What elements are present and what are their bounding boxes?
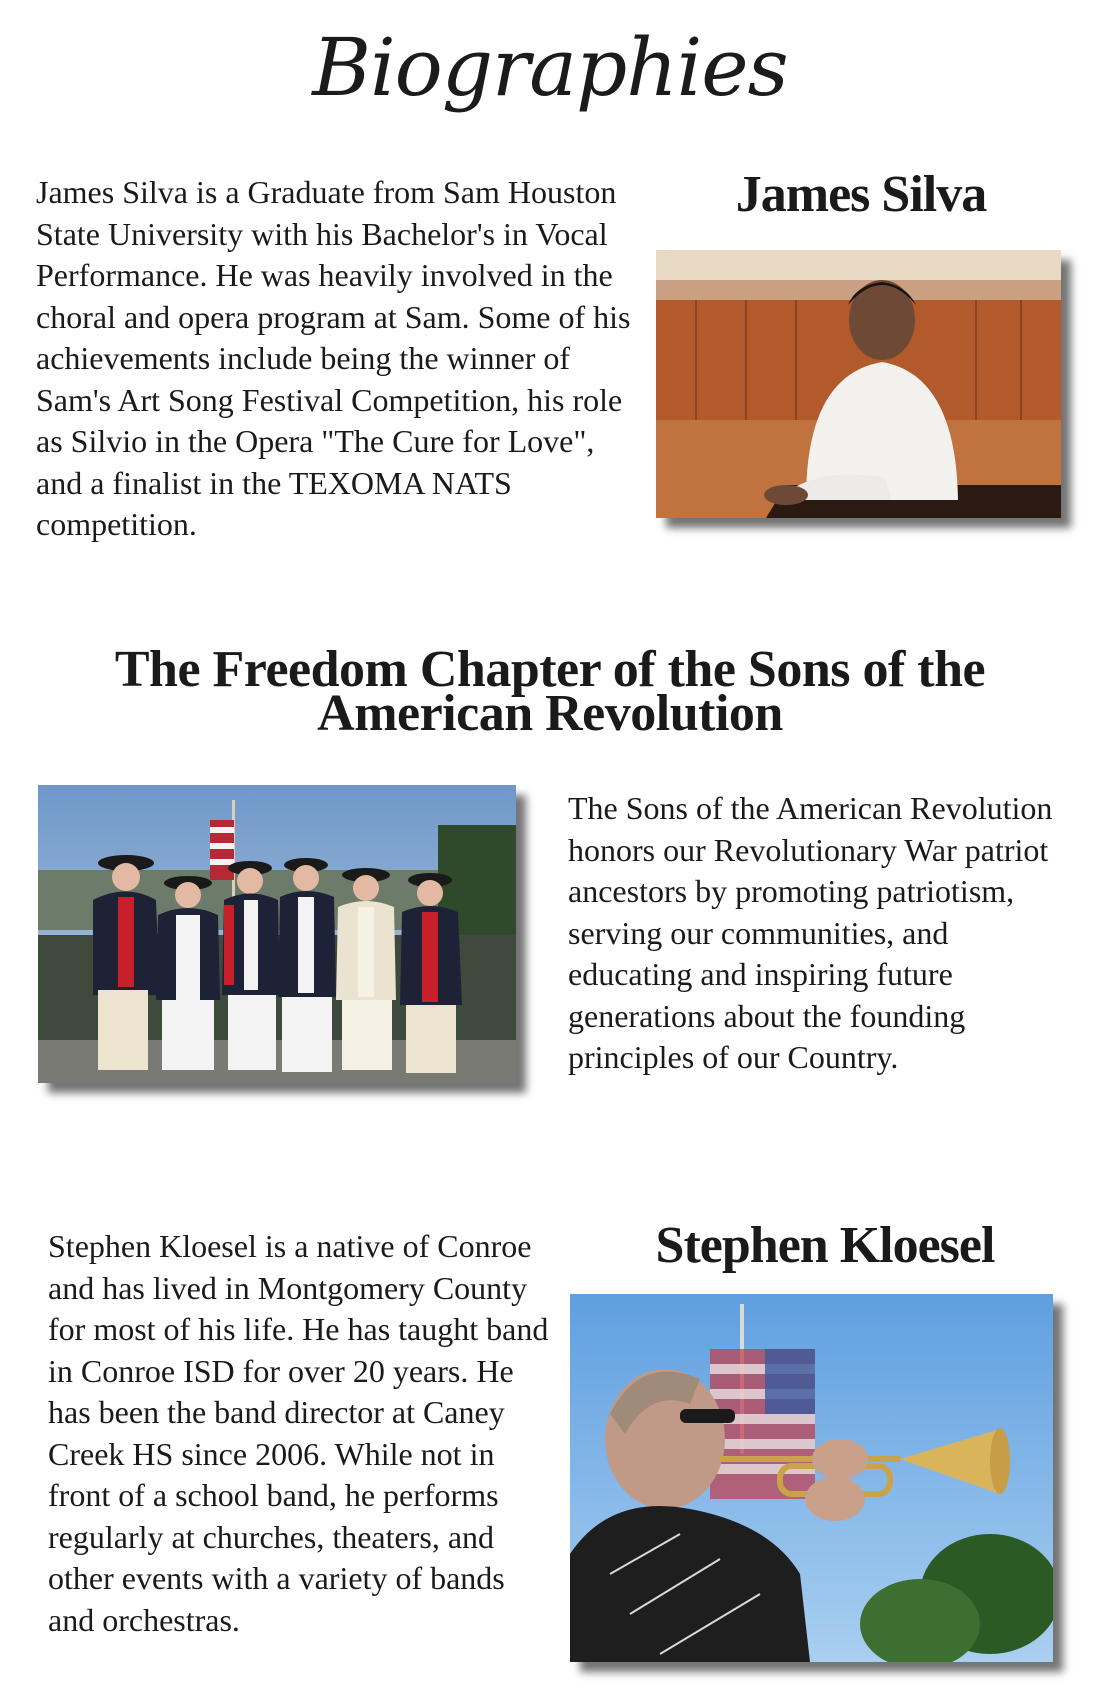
stephen-kloesel-name-heading: Stephen Kloesel: [655, 1217, 995, 1274]
stephen-kloesel-bio-text: Stephen Kloesel is a native of Conroe and has lived in Montgomery County for most of his life. He has taught band in Conroe ISD for over 20 years. He has been the band director at Caney Creek HS since 2006. While not in front of a school band, he performs regularly at churches, theaters, and other events with a variety of bands and orchestras.: [48, 1228, 549, 1638]
page-title: Biographies: [312, 21, 788, 114]
freedom-chapter-description: The Sons of the American Revolution honors our Revolutionary War patriot ancestors by promoting patriotism, serving our communities, and educating and inspiring future generations about the founding principles of our Country.: [568, 790, 1053, 1075]
stephen-kloesel-photo: [570, 1294, 1053, 1662]
freedom-chapter-heading: The Freedom Chapter of the Sons of the American Revolution: [114, 641, 986, 742]
james-silva-name-heading: James Silva: [735, 166, 987, 223]
james-silva-photo: [656, 250, 1061, 518]
james-silva-bio-text: James Silva is a Graduate from Sam Houston State University with his Bachelor's in Vocal Performance. He was heavily involved in the choral and opera program at Sam. Some of his achievements include being the winner of Sam's Art Song Festival Competition, his role as Silvio in the Opera "The Cure for Love", and a finalist in the TEXOMA NATS competition.: [36, 174, 631, 542]
freedom-chapter-group-photo: [38, 785, 516, 1083]
